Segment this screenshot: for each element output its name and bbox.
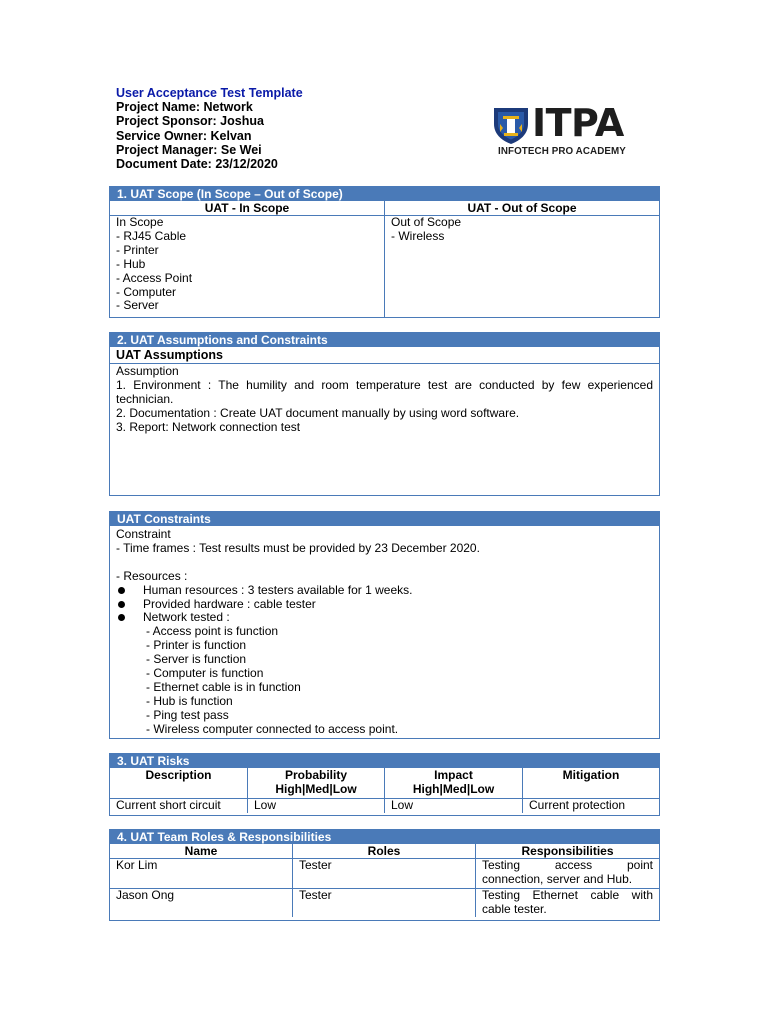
table-row: [110, 799, 659, 813]
assumption-item: 3. Report: Network connection test: [116, 419, 301, 434]
itpa-logo: [490, 101, 640, 160]
column-subheader: High|Med|Low: [412, 782, 495, 796]
constraint-time-frames: - Time frames : Test results must be provided by 23 December 2020.: [116, 540, 480, 555]
logo-wordmark: ITPA: [532, 101, 624, 145]
scope-header-row: [110, 201, 659, 216]
bullet-text: Human resources : 3 testers available for 1 weeks.: [143, 582, 413, 597]
in-scope-list: [110, 216, 385, 317]
list-item: [116, 598, 653, 612]
column-header: Roles: [293, 844, 476, 858]
list-item: - Computer: [116, 284, 177, 299]
assumptions-section-title: 2. UAT Assumptions and Constraints: [110, 333, 659, 347]
risk-col-mitigation: [523, 768, 659, 798]
blank-line: [116, 556, 653, 570]
assumptions-body: [110, 364, 659, 436]
network-item: - Ethernet cable is in function: [146, 679, 301, 694]
team-header-row: [110, 844, 659, 859]
assumption-item: 2. Documentation : Create UAT document manually by using word software.: [116, 405, 520, 420]
list-item: - Server: [116, 298, 159, 313]
risk-col-impact: [385, 768, 523, 798]
risks-section-title: 3. UAT Risks: [110, 754, 659, 768]
table-cell: Current short circuit: [110, 799, 248, 813]
assumption-heading: Assumption: [116, 364, 179, 378]
table-cell: Low: [385, 799, 523, 813]
column-subheader: High|Med|Low: [275, 782, 357, 796]
logo-subtitle: INFOTECH PRO ACADEMY: [498, 146, 626, 157]
bullet-icon: [116, 598, 143, 612]
document-title: User Acceptance Test Template: [116, 86, 303, 100]
assumptions-subtitle: UAT Assumptions: [110, 347, 659, 364]
in-scope-header: UAT - In Scope: [110, 201, 385, 215]
list-item: - RJ45 Cable: [116, 228, 187, 243]
list-item: [116, 611, 653, 625]
scope-body-row: [110, 216, 659, 317]
list-item: [116, 584, 653, 598]
network-item: - Ping test pass: [146, 707, 229, 722]
table-row: [110, 888, 659, 917]
team-section: [109, 829, 660, 921]
service-owner: Service Owner: Kelvan: [116, 128, 252, 143]
document-header: [116, 86, 303, 171]
constraint-resources: - Resources :: [116, 568, 188, 583]
table-cell: Kor Lim: [110, 859, 293, 888]
table-cell: Low: [248, 799, 385, 813]
shield-icon: [490, 104, 532, 146]
table-row: [110, 859, 659, 888]
risks-section: [109, 753, 660, 816]
document-date: Document Date: 23/12/2020: [116, 157, 278, 172]
list-item: In Scope: [116, 215, 164, 229]
bullet-text: Provided hardware : cable tester: [143, 596, 316, 611]
project-sponsor: Project Sponsor: Joshua: [116, 114, 264, 129]
constraints-section-title: UAT Constraints: [110, 512, 659, 526]
assumptions-section: [109, 332, 660, 496]
risks-header-row: [110, 768, 659, 799]
constraints-body: [110, 526, 659, 739]
team-section-title: 4. UAT Team Roles & Responsibilities: [110, 830, 659, 844]
risk-col-probability: [248, 768, 385, 798]
table-cell: Tester: [293, 889, 476, 917]
scope-section-title: 1. UAT Scope (In Scope – Out of Scope): [110, 187, 659, 201]
table-cell: Tester: [293, 859, 476, 888]
list-item: - Printer: [116, 242, 159, 257]
table-cell: Testing Ethernet cable with cable tester.: [482, 888, 653, 916]
list-item: - Hub: [116, 256, 146, 271]
out-scope-list: [385, 216, 659, 317]
scope-section: [109, 186, 660, 318]
bullet-text: Network tested :: [143, 610, 230, 625]
network-item: - Printer is function: [146, 638, 247, 653]
constraints-section: [109, 511, 660, 739]
network-item: - Hub is function: [146, 693, 233, 708]
network-item: - Access point is function: [146, 624, 279, 639]
constraint-heading: Constraint: [116, 527, 171, 541]
column-header: Probability: [284, 768, 347, 782]
out-scope-header: UAT - Out of Scope: [467, 201, 577, 215]
column-header: Description: [145, 768, 212, 782]
list-item: - Access Point: [116, 270, 193, 285]
network-item: - Server is function: [146, 652, 247, 667]
list-item: - Wireless: [391, 228, 445, 243]
network-item: - Computer is function: [146, 666, 264, 681]
column-header: Name: [110, 844, 293, 858]
column-header: Impact: [434, 768, 473, 782]
column-header: Mitigation: [562, 768, 620, 782]
bullet-icon: [116, 611, 143, 625]
project-name: Project Name: Network: [116, 100, 253, 115]
network-item: - Wireless computer connected to access point.: [146, 721, 399, 736]
assumption-item: 1. Environment : The humility and room temperature test are conducted by few experienced technician.: [116, 377, 653, 406]
table-cell: Current protection: [529, 798, 626, 812]
risk-col-description: [110, 768, 248, 798]
column-header: Responsibilities: [521, 844, 614, 858]
table-cell: Testing access point connection, server and Hub.: [482, 858, 653, 886]
bullet-icon: [116, 584, 143, 598]
table-cell: Jason Ong: [110, 889, 293, 917]
list-item: Out of Scope: [391, 215, 462, 229]
project-manager: Project Manager: Se Wei: [116, 142, 262, 157]
